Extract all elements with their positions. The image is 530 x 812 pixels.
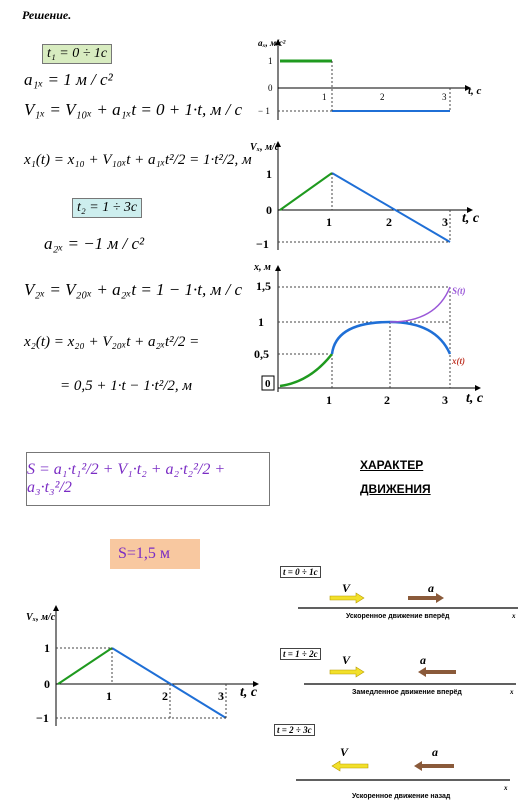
- x-graph: [253, 262, 484, 407]
- vx-x-tick-2: 2: [386, 215, 392, 229]
- motion-1-x-axis: x: [512, 612, 516, 620]
- interval-1-box: t₁ = 0 ÷ 1c: [42, 44, 112, 64]
- bottom-vx-x-tick-2: 2: [162, 689, 168, 703]
- x-t-label: t, c: [466, 391, 484, 406]
- bottom-vx-green-line: [58, 648, 112, 684]
- equation-a2: a₂ₓ = −1 м / c²: [44, 234, 145, 253]
- motion-1-interval: t = 0 ÷ 1c: [280, 566, 321, 578]
- motion-2-a-label: a: [420, 653, 426, 667]
- vx-green-line: [280, 173, 332, 210]
- motion-1-a-label: a: [428, 581, 434, 595]
- ax-tick-1: 1: [268, 56, 273, 66]
- bottom-vx-tick-0: 0: [44, 677, 50, 691]
- ax-tick-minus1: − 1: [258, 106, 270, 116]
- ax-x-tick-1: 1: [322, 92, 327, 102]
- heading-motion: ДВИЖЕНИЯ: [360, 482, 431, 496]
- equation-v2: V₂ₓ = V₂₀ₓ + a₂ₓt = 1 − 1·t, м / c: [24, 280, 243, 299]
- x-x-tick-3: 3: [442, 393, 448, 407]
- equation-x2-line2: = 0,5 + 1·t − 1·t²/2, м: [60, 378, 192, 394]
- bottom-vx-blue-line: [112, 648, 226, 718]
- ax-x-tick-2: 2: [380, 92, 385, 102]
- bottom-vx-x-tick-1: 1: [106, 689, 112, 703]
- s-curve-label: S(t): [452, 286, 466, 296]
- ax-x-tick-3: 3: [442, 92, 447, 102]
- x-blue-curve-fall: [390, 322, 450, 354]
- vx-axis-label: Vₓ, м/c: [250, 142, 280, 153]
- ax-axis-label: aₓ, м/c²: [258, 38, 286, 48]
- ax-t-label: t, c: [468, 85, 482, 97]
- motion-3-label: Ускоренное движение назад: [352, 793, 451, 800]
- bottom-vx-x-tick-3: 3: [218, 689, 224, 703]
- motion-3-interval: t = 2 ÷ 3c: [274, 724, 315, 736]
- interval-2-box: t₂ = 1 ÷ 3c: [72, 198, 142, 218]
- x-tick-0.5: 0,5: [254, 347, 269, 361]
- bottom-vx-graph: [10, 600, 270, 730]
- vx-graph: [250, 142, 480, 251]
- motion-2-acceleration-arrow: [418, 667, 456, 677]
- s-result-box: S=1,5 м: [110, 539, 200, 569]
- motion-2: [280, 648, 525, 708]
- equation-x2-line1: x₂(t) = x₂₀ + V₂₀ₓt + a₂ₓt²/2 =: [24, 334, 200, 350]
- x-tick-1.5: 1,5: [256, 279, 271, 293]
- motion-3-x-axis: x: [504, 784, 508, 792]
- x-x-tick-1: 1: [326, 393, 332, 407]
- motion-1-acceleration-arrow: [408, 593, 444, 603]
- graphs-panel: [240, 30, 530, 410]
- x-x-tick-2: 2: [384, 393, 390, 407]
- vx-tick-1: 1: [266, 167, 272, 181]
- motion-2-velocity-arrow: [330, 667, 364, 677]
- motion-2-v-label: V: [342, 653, 351, 667]
- heading-character: ХАРАКТЕР: [360, 458, 424, 472]
- motion-3: [274, 724, 524, 804]
- bottom-vx-tick-1: 1: [44, 641, 50, 655]
- s-formula-box: S = a₁·t₁²/2 + V₁·t₂ + a₂·t₂²/2 + a₃·t₃²/2: [26, 452, 270, 506]
- motion-3-acceleration-arrow: [414, 761, 454, 771]
- equation-x1: x₁(t) = x₁₀ + V₁₀ₓt + a₁ₓt²/2 = 1·t²/2, м: [24, 152, 252, 168]
- bottom-vx-tick-minus1: −1: [36, 711, 49, 725]
- ax-tick-0: 0: [268, 83, 273, 93]
- equation-v1: V₁ₓ = V₁₀ₓ + a₁ₓt = 0 + 1·t, м / c: [24, 100, 243, 119]
- motion-1-v-label: V: [342, 581, 351, 595]
- motion-1-label: Ускоренное движение вперёд: [346, 613, 450, 620]
- ax-graph: [258, 38, 482, 120]
- vx-blue-line: [332, 173, 450, 242]
- x-green-curve: [280, 354, 332, 386]
- x-tick-0: 0: [265, 378, 271, 390]
- x-axis-label: x, м: [254, 262, 271, 273]
- motion-3-v-label: V: [340, 745, 349, 759]
- motion-1: [280, 566, 525, 636]
- bottom-vx-t-label: t, c: [240, 685, 258, 700]
- vx-x-tick-1: 1: [326, 215, 332, 229]
- s-purple-curve: [390, 287, 450, 322]
- motion-2-x-axis: x: [510, 688, 514, 696]
- x-curve-label: x(t): [452, 356, 465, 366]
- vx-x-tick-3: 3: [442, 215, 448, 229]
- equation-a1: a₁ₓ = 1 м / c²: [24, 70, 113, 89]
- x-blue-curve-rise: [332, 322, 390, 354]
- vx-tick-minus1: −1: [256, 237, 269, 251]
- vx-tick-0: 0: [266, 203, 272, 217]
- bottom-vx-axis-label: Vₓ, м/c: [26, 612, 56, 623]
- x-tick-1: 1: [258, 315, 264, 329]
- motion-3-a-label: a: [432, 745, 438, 759]
- motion-2-interval: t = 1 ÷ 2c: [280, 648, 321, 660]
- solution-title: Решение.: [22, 8, 72, 22]
- motion-3-velocity-arrow: [332, 761, 368, 771]
- vx-t-label: t, c: [462, 211, 480, 226]
- motion-2-label: Замедленное движение вперёд: [352, 689, 462, 696]
